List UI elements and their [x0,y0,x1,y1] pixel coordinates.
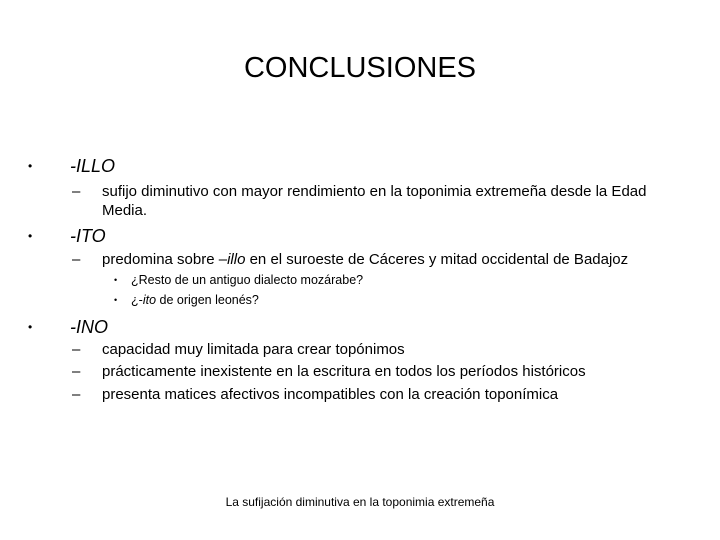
dash-icon: – [72,251,81,268]
slide-footer: La sufijación diminutiva en la toponimia extremeña [225,495,495,509]
section-heading: -ITO [70,226,106,246]
sub-list-item [114,292,259,308]
dash-icon: – [72,386,81,403]
item-text: capacidad muy limitada para crear topónimos [102,341,405,358]
bullet-icon: • [114,275,118,285]
subitem-text-italic: ito [142,293,157,307]
section-heading: -ILLO [70,156,116,176]
list-item [72,182,662,220]
list-item [72,385,662,404]
bullet-icon: • [28,159,33,173]
item-text: sufijo diminutivo con mayor rendimiento en la toponimia extremeña desde la Edad Media. [102,183,647,219]
item-text: presenta matices afectivos incompatibles con la creación toponímica [102,386,559,403]
item-text: prácticamente inexistente en la escritura en todos los períodos históricos [102,363,586,380]
subitem-text-before: ¿- [131,293,143,307]
item-text-before: predomina sobre – [102,251,228,268]
dash-icon: – [72,363,81,380]
section-ino [28,316,108,338]
bullet-icon: • [28,320,33,334]
bullet-icon: • [114,295,118,305]
subitem-text-after: de origen leonés? [156,293,259,307]
bullet-icon: • [28,229,33,243]
dash-icon: – [72,183,81,200]
section-ito [28,225,106,247]
list-item [72,250,662,269]
dash-icon: – [72,341,81,358]
list-item [72,362,662,381]
subitem-text: ¿Resto de un antiguo dialecto mozárabe? [131,273,364,287]
section-illo [28,155,116,177]
item-text-italic: illo [227,251,246,268]
sub-list-item [114,272,364,288]
item-text-after: en el suroeste de Cáceres y mitad occidental de Badajoz [245,251,629,268]
list-item [72,340,662,359]
slide-title: CONCLUSIONES [243,52,477,84]
section-heading: -INO [70,317,108,337]
